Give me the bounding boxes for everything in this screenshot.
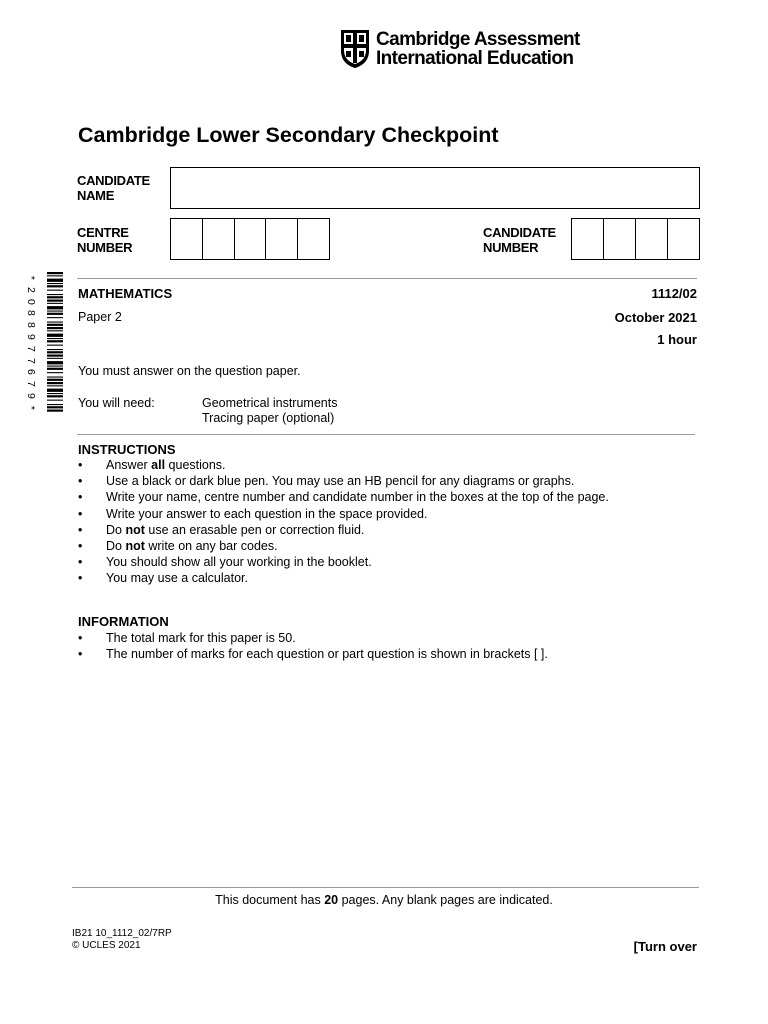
paper-code: 1112/02 <box>651 286 697 301</box>
digit-cell[interactable] <box>203 219 235 259</box>
instruction-item: • Do not write on any bar codes. <box>78 538 698 554</box>
barcode-bar <box>47 349 63 350</box>
barcode-digit: 9 <box>24 333 37 340</box>
barcode-bar <box>47 294 63 295</box>
barcode-digit: * <box>24 405 37 410</box>
will-need-item: Tracing paper (optional) <box>202 410 335 425</box>
page-count-text: This document has 20 pages. Any blank pages are indicated. <box>215 893 553 907</box>
barcode-number <box>23 272 37 414</box>
barcode-bar <box>47 355 63 357</box>
cambridge-crest-icon <box>340 29 370 69</box>
duration: 1 hour <box>657 332 697 347</box>
barcode-bar <box>47 395 63 397</box>
barcode-bar <box>47 366 63 367</box>
digit-cell[interactable] <box>298 219 329 259</box>
barcode-digit: 7 <box>24 345 37 352</box>
candidate-number-label: CANDIDATE NUMBER <box>483 225 556 255</box>
will-need-list <box>202 396 337 425</box>
instructions-heading: INSTRUCTIONS <box>78 442 176 457</box>
barcode-bar <box>47 400 63 401</box>
barcode-bar <box>47 296 63 298</box>
barcode-bar <box>47 379 63 381</box>
centre-number-field[interactable] <box>170 218 330 260</box>
instruction-item: • Write your name, centre number and candidate number in the boxes at the top of the page. <box>78 489 698 505</box>
barcode-bar <box>47 338 63 339</box>
candidate-name-field[interactable] <box>170 167 700 209</box>
barcode-bar <box>47 404 63 405</box>
digit-cell[interactable] <box>668 219 699 259</box>
barcode-digit: 7 <box>24 357 37 364</box>
instruction-item: • Use a black or dark blue pen. You may use an HB pencil for any diagrams or graphs. <box>78 473 698 489</box>
barcode-bar <box>47 334 63 337</box>
digit-cell[interactable] <box>235 219 267 259</box>
barcode-bar <box>47 327 63 329</box>
digit-cell[interactable] <box>171 219 203 259</box>
digit-cell[interactable] <box>604 219 636 259</box>
barcode-digit: * <box>24 275 37 280</box>
barcode-bar <box>47 311 63 312</box>
barcode-digit: 0 <box>24 298 37 305</box>
session: October 2021 <box>614 310 697 325</box>
instructions-list <box>78 457 698 587</box>
cambridge-logo <box>340 29 580 69</box>
barcode-bar <box>47 385 63 386</box>
instruction-item: • Do not use an erasable pen or correction fluid. <box>78 522 698 538</box>
information-item: • The number of marks for each question or part question is shown in brackets [ ]. <box>78 646 698 662</box>
barcode-bar <box>47 285 63 287</box>
digit-cell[interactable] <box>266 219 298 259</box>
barcode-bar <box>47 313 63 315</box>
instruction-item: • Answer all questions. <box>78 457 698 473</box>
barcode-bar <box>47 358 63 359</box>
divider <box>72 887 699 888</box>
barcode-bar <box>47 306 63 309</box>
subject: MATHEMATICS <box>78 286 173 301</box>
candidate-number-field[interactable] <box>571 218 700 260</box>
barcode-digit: 7 <box>24 381 37 387</box>
barcode-bar <box>47 351 63 353</box>
information-heading: INFORMATION <box>78 614 169 629</box>
page-title: Cambridge Lower Secondary Checkpoint <box>78 123 499 147</box>
barcode-bar <box>47 377 63 378</box>
barcode-bar <box>47 382 63 384</box>
barcode-bar <box>47 372 63 373</box>
barcode-bar <box>47 345 63 346</box>
logo-line-2: International Education <box>376 48 574 69</box>
barcode <box>47 272 63 412</box>
paper-number: Paper 2 <box>78 310 122 324</box>
barcode-bar <box>47 275 63 276</box>
barcode-bar <box>47 300 63 302</box>
will-need-item: Geometrical instruments <box>202 396 338 410</box>
must-answer-text: You must answer on the question paper. <box>78 364 301 378</box>
barcode-bar <box>47 393 63 394</box>
information-list <box>78 630 698 662</box>
information-item: • The total mark for this paper is 50. <box>78 630 698 646</box>
barcode-bar <box>47 322 63 323</box>
barcode-digit: 8 <box>24 310 37 317</box>
barcode-bar <box>47 317 63 318</box>
divider <box>77 278 697 279</box>
instruction-item: • You should show all your working in the booklet. <box>78 554 698 570</box>
barcode-bar <box>47 272 63 274</box>
barcode-bar <box>47 330 63 331</box>
barcode-digit: 8 <box>24 322 37 329</box>
centre-number-label: CENTRE NUMBER <box>77 225 133 255</box>
will-need-label: You will need: <box>78 396 155 410</box>
document-reference: IB21 10_1112_02/7RP <box>72 928 172 939</box>
barcode-digit: 6 <box>24 369 37 376</box>
digit-cell[interactable] <box>636 219 668 259</box>
barcode-digit: 9 <box>24 392 37 399</box>
barcode-bar <box>47 389 63 392</box>
barcode-digit: 2 <box>24 286 37 293</box>
barcode-bar <box>47 283 63 284</box>
digit-cell[interactable] <box>572 219 604 259</box>
barcode-bar <box>47 279 63 282</box>
turn-over: [Turn over <box>633 939 697 954</box>
barcode-bar <box>47 410 63 412</box>
barcode-bar <box>47 361 63 364</box>
instruction-item: • Write your answer to each question in the space provided. <box>78 506 698 522</box>
barcode-bar <box>47 303 63 304</box>
barcode-bar <box>47 324 63 326</box>
divider <box>77 434 695 435</box>
logo-line-1: Cambridge Assessment <box>376 29 580 50</box>
candidate-name-label: CANDIDATE NAME <box>77 173 150 203</box>
barcode-bar <box>47 406 63 408</box>
barcode-bar <box>47 340 63 342</box>
barcode-bar <box>47 290 63 291</box>
barcode-bar <box>47 368 63 370</box>
instruction-item: • You may use a calculator. <box>78 570 698 586</box>
copyright: © UCLES 2021 <box>72 940 141 951</box>
